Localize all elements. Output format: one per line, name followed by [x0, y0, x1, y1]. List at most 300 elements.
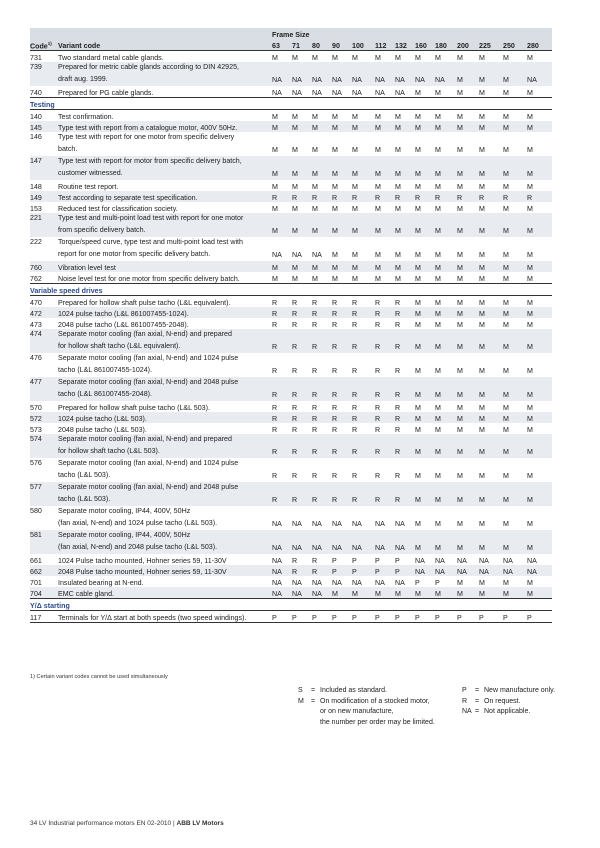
variant-description-line: Two standard metal cable glands.	[58, 53, 164, 62]
availability-cell: M	[503, 298, 509, 307]
availability-cell: M	[435, 261, 457, 272]
availability-cell: R	[332, 377, 352, 401]
availability-cell: M	[479, 261, 503, 272]
variant-code: 149	[30, 191, 58, 202]
table-row	[30, 377, 552, 401]
variant-code: 762	[30, 272, 58, 284]
variant-description	[58, 482, 272, 506]
availability-cell: M	[479, 320, 485, 329]
availability-cell: M	[375, 587, 395, 599]
availability-cell: NA	[395, 86, 415, 98]
variant-description	[58, 554, 272, 565]
variant-description-line: Type test and multi-point load test with report for one motor	[58, 214, 244, 222]
availability-cell: R	[395, 412, 415, 423]
variant-description	[58, 180, 272, 191]
availability-cell: M	[375, 121, 395, 132]
table-row	[30, 565, 552, 576]
availability-cell: R	[292, 320, 298, 329]
availability-cell: M	[332, 53, 338, 62]
availability-cell: M	[503, 272, 527, 284]
variant-description-line: tacho (L&L 503).	[58, 495, 111, 504]
variant-description-line: for hollow shaft tacho (L&L 503).	[58, 447, 160, 456]
availability-cell: M	[503, 250, 509, 259]
availability-cell: R	[395, 298, 401, 307]
availability-cell: NA	[332, 578, 342, 587]
variant-description-line: Type test with report for one motor from specific delivery	[58, 133, 235, 141]
availability-cell: M	[375, 272, 395, 284]
availability-cell: M	[415, 272, 435, 284]
availability-cell: M	[503, 121, 527, 132]
availability-cell: M	[503, 425, 509, 434]
legend-item	[462, 707, 555, 718]
availability-cell: M	[457, 213, 479, 237]
availability-cell: M	[375, 112, 381, 121]
availability-cell: M	[292, 182, 298, 191]
availability-cell: M	[332, 182, 338, 191]
availability-cell: NA	[435, 556, 445, 565]
availability-cell: R	[272, 377, 292, 401]
availability-cell: M	[332, 156, 352, 180]
variant-code: 476	[30, 354, 42, 362]
availability-cell: R	[292, 434, 312, 458]
variant-code: 474	[30, 329, 58, 353]
availability-cell: P	[352, 556, 357, 565]
availability-cell: R	[352, 377, 375, 401]
availability-cell: NA	[375, 62, 395, 86]
availability-cell: M	[503, 320, 509, 329]
availability-cell: M	[527, 86, 552, 98]
availability-cell: M	[503, 412, 527, 423]
table-row	[30, 180, 552, 191]
legend-key: M	[298, 697, 304, 705]
availability-cell: M	[415, 377, 435, 401]
availability-cell: R	[352, 329, 375, 353]
footer-separator: |	[172, 820, 175, 827]
availability-cell: NA	[415, 565, 435, 576]
legend-text: New manufacture only.	[484, 687, 556, 694]
availability-cell: M	[352, 182, 358, 191]
table-row	[30, 296, 552, 308]
availability-cell: NA	[332, 519, 342, 528]
variant-description	[58, 156, 272, 180]
availability-cell: NA	[272, 62, 292, 86]
availability-cell: M	[292, 213, 312, 237]
availability-cell: R	[312, 425, 318, 434]
variant-description-line: Torque/speed curve, type test and multi-point load test with	[58, 238, 243, 246]
publication-title: LV Industrial performance motors EN 02-2010	[39, 820, 172, 827]
availability-cell: M	[527, 204, 533, 213]
availability-cell: M	[527, 471, 533, 480]
availability-cell: M	[272, 272, 292, 284]
variant-description-line: Separate motor cooling, IP44, 400V, 50Hz	[58, 531, 191, 539]
availability-cell: M	[415, 121, 435, 132]
availability-cell: M	[292, 121, 312, 132]
availability-cell: M	[527, 53, 533, 62]
availability-cell: R	[395, 366, 401, 375]
availability-cell: M	[375, 156, 395, 180]
availability-cell: R	[375, 471, 381, 480]
table-row	[30, 329, 552, 353]
table-row	[30, 353, 552, 377]
availability-cell: M	[312, 53, 318, 62]
legend-item	[298, 697, 435, 708]
frame-size-200: 200	[457, 39, 479, 51]
availability-cell: M	[457, 156, 479, 180]
table-row	[30, 62, 552, 86]
availability-cell: M	[375, 145, 381, 154]
availability-cell: R	[312, 565, 332, 576]
availability-cell: M	[457, 320, 463, 329]
availability-cell: M	[415, 53, 421, 62]
availability-cell: R	[375, 366, 381, 375]
availability-cell: M	[415, 261, 435, 272]
table-row	[30, 307, 552, 318]
section-header	[30, 98, 552, 110]
variant-code: 477	[30, 377, 58, 401]
variant-description-line: from specific delivery batch.	[58, 226, 146, 235]
availability-cell: R	[395, 307, 415, 318]
variant-description	[58, 132, 272, 156]
variant-description	[58, 434, 272, 458]
availability-cell: NA	[312, 578, 322, 587]
availability-cell: R	[352, 366, 358, 375]
availability-cell: M	[375, 261, 395, 272]
availability-cell: NA	[332, 62, 352, 86]
variant-description-line: Separate motor cooling (fan axial, N-end) and prepared	[58, 330, 232, 338]
availability-cell: R	[395, 471, 401, 480]
variant-code-table-body	[30, 28, 552, 623]
availability-cell: M	[503, 377, 527, 401]
legend-text: Not applicable.	[484, 708, 531, 715]
variant-description-line: Insulated bearing at N-end.	[58, 578, 144, 587]
availability-cell: P	[395, 611, 415, 623]
availability-cell: M	[435, 213, 457, 237]
availability-cell: R	[395, 482, 415, 506]
legend-right	[462, 686, 555, 718]
availability-cell: M	[312, 261, 332, 272]
availability-cell: R	[272, 425, 278, 434]
availability-cell: R	[272, 191, 292, 202]
availability-cell: NA	[312, 530, 332, 554]
availability-cell: R	[292, 412, 312, 423]
variant-code: 739	[30, 62, 58, 86]
availability-cell: M	[479, 482, 503, 506]
variant-code: 572	[30, 412, 58, 423]
variant-description-line: (fan axial, N-end) and 2048 pulse tacho (L&L 503).	[58, 543, 218, 552]
frame-size-180: 180	[435, 39, 457, 51]
section-title: Y/Δ starting	[30, 599, 552, 611]
availability-cell: R	[395, 320, 401, 329]
availability-cell: R	[375, 425, 381, 434]
availability-cell: NA	[352, 578, 362, 587]
availability-cell: NA	[272, 587, 292, 599]
availability-cell: R	[375, 412, 395, 423]
variant-description-line: Prepared for PG cable glands.	[58, 88, 154, 97]
availability-cell: M	[352, 112, 358, 121]
availability-cell: R	[352, 403, 358, 412]
availability-cell: NA	[272, 530, 292, 554]
frame-size-header-row	[30, 28, 552, 39]
section-title: Variable speed drives	[30, 284, 552, 296]
variant-code: 580	[30, 507, 42, 515]
availability-cell: M	[479, 578, 485, 587]
variant-description	[58, 191, 272, 202]
availability-cell: M	[479, 204, 485, 213]
availability-cell: M	[503, 213, 527, 237]
availability-cell: R	[375, 191, 395, 202]
variant-code: 117	[30, 611, 58, 623]
availability-cell: NA	[292, 587, 312, 599]
availability-cell: R	[272, 320, 278, 329]
availability-cell: M	[457, 272, 479, 284]
frame-size-label: Frame Size	[272, 28, 552, 39]
availability-cell: P	[457, 611, 479, 623]
availability-cell: M	[435, 403, 441, 412]
availability-cell: R	[292, 191, 312, 202]
availability-cell: M	[352, 587, 375, 599]
legend-key: S	[298, 687, 303, 694]
frame-size-112: 112	[375, 39, 395, 51]
availability-cell: M	[527, 434, 552, 458]
availability-cell: R	[272, 307, 292, 318]
availability-cell: M	[435, 366, 441, 375]
availability-cell: R	[312, 298, 318, 307]
legend-item	[298, 707, 435, 718]
availability-cell: M	[435, 298, 441, 307]
variant-code: 577	[30, 482, 58, 506]
availability-cell: R	[503, 191, 527, 202]
variant-code: 470	[30, 298, 42, 307]
availability-cell: M	[479, 121, 503, 132]
availability-cell: M	[527, 366, 533, 375]
availability-cell: M	[479, 530, 503, 554]
availability-cell: R	[332, 320, 338, 329]
availability-cell: M	[415, 250, 421, 259]
legend-equals: =	[475, 687, 480, 694]
availability-cell: R	[272, 329, 292, 353]
availability-cell: NA	[292, 578, 302, 587]
availability-cell: P	[352, 611, 375, 623]
legend-left	[298, 686, 435, 728]
availability-cell: R	[332, 191, 352, 202]
availability-cell: NA	[272, 565, 292, 576]
availability-cell: NA	[395, 62, 415, 86]
availability-cell: NA	[375, 519, 385, 528]
availability-cell: M	[457, 250, 463, 259]
variant-code: 145	[30, 121, 58, 132]
availability-cell: R	[375, 298, 381, 307]
availability-cell: M	[375, 213, 395, 237]
availability-cell: NA	[457, 556, 467, 565]
availability-cell: M	[395, 145, 401, 154]
availability-cell: R	[312, 403, 318, 412]
variant-description-line: Terminals for Y/Δ start at both speeds (two speed windings).	[58, 613, 247, 622]
variant-code: 581	[30, 530, 58, 554]
availability-cell: NA	[479, 556, 489, 565]
availability-cell: M	[503, 434, 527, 458]
table-row	[30, 202, 552, 213]
availability-cell: M	[527, 272, 552, 284]
variant-description-line: 2048 pulse tacho (L&L 503).	[58, 425, 147, 434]
availability-cell: R	[332, 425, 338, 434]
availability-cell: NA	[527, 565, 552, 576]
frame-size-100: 100	[352, 39, 375, 51]
availability-cell: M	[375, 250, 381, 259]
brand-name: ABB LV Motors	[176, 820, 224, 827]
table-row	[30, 132, 552, 156]
column-header-row	[30, 39, 552, 51]
availability-cell: M	[415, 86, 435, 98]
availability-cell: M	[503, 182, 509, 191]
availability-cell: R	[272, 412, 292, 423]
variant-description-line: 1024 pulse tacho (L&L 503).	[58, 414, 147, 423]
availability-cell: R	[332, 329, 352, 353]
availability-cell: M	[479, 377, 503, 401]
legend-text: Included as standard.	[320, 687, 387, 694]
availability-cell: M	[395, 272, 415, 284]
availability-cell: R	[312, 412, 332, 423]
availability-cell: NA	[352, 86, 375, 98]
availability-cell: R	[352, 307, 375, 318]
availability-cell: M	[479, 112, 485, 121]
availability-cell: M	[332, 121, 352, 132]
availability-cell: M	[435, 250, 441, 259]
availability-cell: R	[312, 320, 318, 329]
variant-description	[58, 458, 272, 482]
availability-cell: M	[527, 578, 533, 587]
table-row	[30, 576, 552, 587]
availability-cell: M	[435, 329, 457, 353]
variant-code: 221	[30, 213, 58, 237]
availability-cell: P	[375, 565, 395, 576]
variant-code: 473	[30, 320, 42, 329]
availability-cell: M	[479, 425, 485, 434]
legend-item	[462, 686, 555, 697]
availability-cell: M	[435, 519, 441, 528]
availability-cell: M	[457, 112, 463, 121]
availability-cell: M	[479, 329, 503, 353]
variant-description-line: tacho (L&L 503).	[58, 471, 111, 480]
availability-cell: M	[479, 156, 503, 180]
availability-cell: M	[527, 145, 533, 154]
availability-cell: M	[503, 519, 509, 528]
table-row	[30, 423, 552, 434]
availability-cell: M	[503, 329, 527, 353]
variant-description-line: 2048 Pulse tacho mounted, Hohner series 59, 11-30V	[58, 567, 227, 576]
availability-cell: NA	[312, 250, 322, 259]
availability-cell: M	[457, 377, 479, 401]
availability-cell: M	[503, 530, 527, 554]
availability-cell: M	[457, 403, 463, 412]
availability-cell: NA	[272, 250, 282, 259]
availability-cell: M	[479, 145, 485, 154]
availability-cell: M	[503, 587, 527, 599]
variant-code-header: Variant code	[58, 39, 272, 51]
availability-cell: NA	[272, 86, 292, 98]
availability-cell: M	[503, 204, 509, 213]
availability-cell: R	[352, 482, 375, 506]
availability-cell: M	[479, 519, 485, 528]
availability-cell: R	[395, 403, 401, 412]
variant-description-line: Test according to separate test specification.	[58, 193, 198, 202]
availability-cell: M	[503, 53, 509, 62]
variant-description-line: 2048 pulse tacho (L&L 861007455-2048).	[58, 320, 189, 329]
availability-cell: M	[375, 53, 381, 62]
availability-cell: R	[375, 403, 381, 412]
variant-description-line: Test confirmation.	[58, 112, 114, 121]
availability-cell: R	[415, 191, 435, 202]
legend-key: P	[462, 687, 467, 694]
availability-cell: M	[479, 298, 485, 307]
availability-cell: R	[332, 434, 352, 458]
availability-cell: NA	[435, 565, 457, 576]
availability-cell: NA	[272, 556, 282, 565]
availability-cell: R	[395, 425, 401, 434]
variant-description-line: Type test with report from a catalogue motor, 400V 50Hz.	[58, 123, 238, 132]
availability-cell: NA	[352, 530, 375, 554]
availability-cell: M	[527, 587, 552, 599]
legend-key: R	[462, 697, 468, 705]
availability-cell: P	[415, 578, 420, 587]
variant-description	[58, 86, 272, 98]
availability-cell: M	[292, 156, 312, 180]
variant-description	[58, 423, 272, 434]
availability-cell: NA	[527, 556, 537, 565]
variant-description	[58, 377, 272, 401]
availability-cell: M	[527, 298, 533, 307]
availability-cell: M	[503, 403, 509, 412]
variant-description-line: Separate motor cooling (fan axial, N-end) and 1024 pulse	[58, 354, 239, 362]
legend-item	[298, 718, 435, 729]
availability-cell: M	[312, 182, 318, 191]
availability-cell: M	[457, 307, 479, 318]
availability-cell: P	[272, 611, 292, 623]
availability-cell: NA	[332, 530, 352, 554]
availability-cell: NA	[395, 519, 405, 528]
availability-cell: M	[415, 307, 435, 318]
availability-cell: M	[457, 578, 463, 587]
availability-cell: M	[479, 213, 503, 237]
variant-description	[58, 110, 272, 122]
variant-description-line: Separate motor cooling, IP44, 400V, 50Hz	[58, 507, 191, 515]
table-row	[30, 458, 552, 482]
availability-cell: M	[352, 53, 358, 62]
variant-code: 740	[30, 86, 58, 98]
availability-cell: M	[435, 145, 441, 154]
availability-cell: M	[435, 434, 457, 458]
availability-cell: R	[292, 377, 312, 401]
availability-cell: M	[457, 519, 463, 528]
availability-cell: M	[435, 530, 457, 554]
availability-cell: R	[272, 482, 292, 506]
availability-cell: M	[272, 145, 278, 154]
availability-cell: R	[479, 191, 503, 202]
availability-cell: M	[395, 156, 415, 180]
availability-cell: M	[457, 412, 479, 423]
availability-cell: M	[435, 182, 441, 191]
variant-code: 222	[30, 238, 42, 246]
availability-cell: M	[527, 261, 552, 272]
legend-equals: =	[311, 687, 316, 694]
availability-cell: M	[312, 156, 332, 180]
availability-cell: M	[312, 121, 332, 132]
variant-code: 701	[30, 578, 42, 587]
availability-cell: M	[292, 112, 298, 121]
variant-description-line: 1024 Pulse tacho mounted, Hohner series 59, 11-30V	[58, 556, 227, 565]
availability-cell: M	[527, 121, 552, 132]
table-row	[30, 156, 552, 180]
variant-description-line: Separate motor cooling (fan axial, N-end) and prepared	[58, 435, 232, 443]
